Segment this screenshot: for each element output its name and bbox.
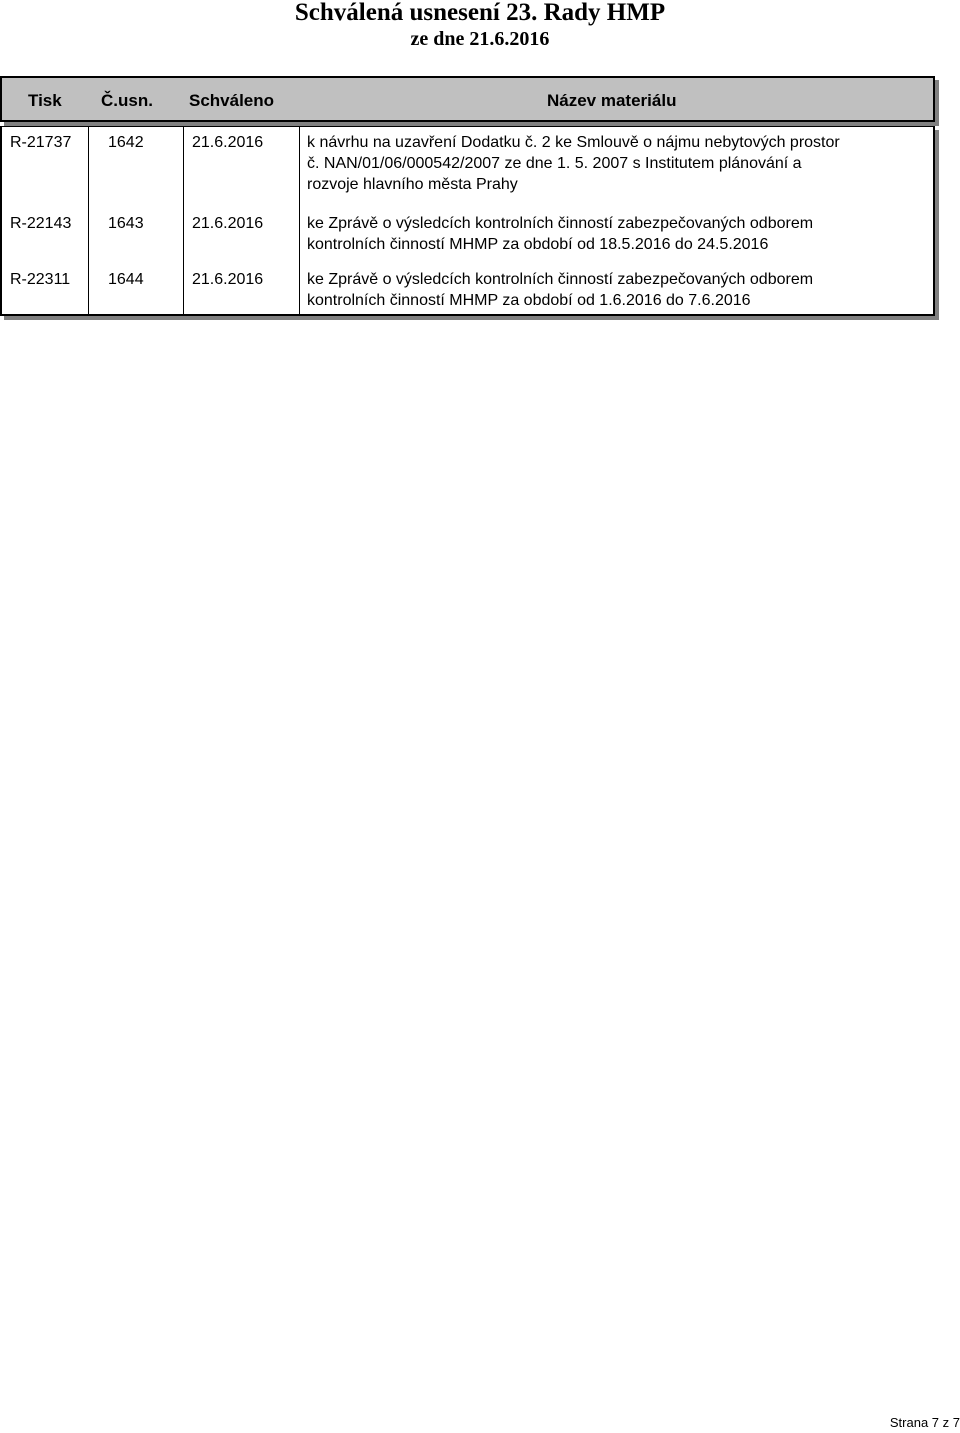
cell-cislo: 1642 — [108, 134, 144, 151]
cell-tisk: R-22143 — [10, 215, 72, 232]
page-number: Strana 7 z 7 — [889, 1415, 960, 1430]
cell-nazev — [307, 213, 932, 255]
cell-nazev — [307, 132, 932, 195]
nazev-line: ke Zprávě o výsledcích kontrolních činností zabezpečovaných odborem — [307, 215, 814, 232]
nazev-line: kontrolních činností MHMP za období od 1.6.2016 do 7.6.2016 — [307, 292, 751, 309]
cell-tisk: R-21737 — [10, 134, 72, 151]
cell-schvaleno: 21.6.2016 — [192, 271, 264, 288]
header-schvaleno: Schváleno — [189, 91, 275, 110]
document-title: Schválená usnesení 23. Rady HMP — [294, 0, 666, 26]
table-row — [2, 127, 933, 208]
nazev-line: kontrolních činností MHMP za období od 18.5.2016 do 24.5.2016 — [307, 236, 769, 253]
nazev-line: k návrhu na uzavření Dodatku č. 2 ke Smlouvě o nájmu nebytových prostor — [307, 134, 840, 151]
table-row — [2, 208, 933, 264]
header-cislo-usneseni: Č.usn. — [101, 91, 153, 110]
table-header — [0, 76, 935, 122]
nazev-line: ke Zprávě o výsledcích kontrolních činností zabezpečovaných odborem — [307, 271, 814, 288]
table-row — [2, 264, 933, 314]
header-nazev-materialu: Název materiálu — [547, 91, 677, 110]
cell-schvaleno: 21.6.2016 — [192, 215, 264, 232]
table-body — [0, 126, 935, 316]
cell-tisk: R-22311 — [10, 271, 71, 288]
nazev-line: rozvoje hlavního města Prahy — [307, 176, 518, 193]
cell-cislo: 1643 — [108, 215, 144, 232]
nazev-line: č. NAN/01/06/000542/2007 ze dne 1. 5. 2007 s Institutem plánování a — [307, 155, 802, 172]
document-date: ze dne 21.6.2016 — [410, 28, 550, 50]
cell-nazev — [307, 269, 932, 311]
cell-cislo: 1644 — [108, 271, 144, 288]
header-tisk: Tisk — [28, 91, 62, 110]
resolutions-table — [0, 76, 935, 309]
cell-schvaleno: 21.6.2016 — [192, 134, 264, 151]
